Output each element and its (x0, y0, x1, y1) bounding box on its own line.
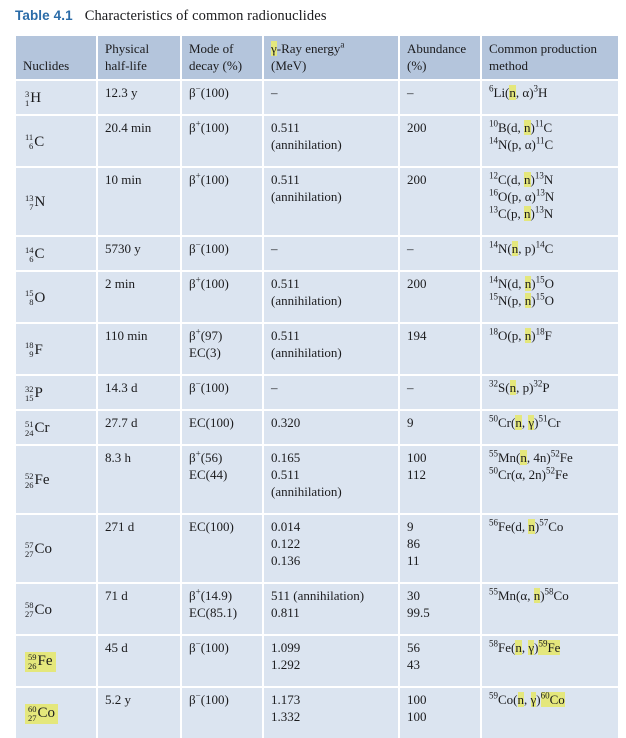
atomic-number: 15 (25, 392, 34, 403)
table-header (15, 35, 619, 80)
highlight: n (520, 450, 527, 465)
decay-mode-cell: β+(14.9) EC(85.1) (181, 583, 263, 635)
gamma-energy-cell: 0.165 0.511 (annihilation) (263, 445, 399, 514)
highlight: $^{59}$Fe (538, 638, 561, 655)
half-life-cell: 271 d (97, 514, 181, 583)
production-cell: $^{58}$Fe(n, γ)$^{59}$Fe (481, 635, 619, 687)
nuclide-symbol (25, 541, 52, 559)
decay-mode-cell: β−(100) (181, 687, 263, 738)
element-symbol: C (34, 133, 45, 150)
nuclide-symbol (25, 652, 56, 672)
decay-mode-cell: EC(100) (181, 514, 263, 583)
table-row (15, 271, 619, 323)
nuclide-symbol (25, 246, 45, 264)
half-life-cell: 2 min (97, 271, 181, 323)
production-cell: $^{55}$Mn(n, 4n)$^{52}$Fe $^{50}$Cr(α, 2n)$^{52}$Fe (481, 445, 619, 514)
decay-mode-cell: β−(100) (181, 236, 263, 271)
highlight: n (515, 415, 522, 430)
nuclide-cell (15, 323, 97, 375)
nuclide-symbol (25, 194, 45, 212)
column-header-abundance: Abundance (%) (399, 35, 481, 80)
half-life-cell: 20.4 min (97, 115, 181, 167)
nuclide-cell (15, 410, 97, 445)
column-header-decay: Mode of decay (%) (181, 35, 263, 80)
gamma-energy-cell: 0.511 (annihilation) (263, 167, 399, 236)
table-row (15, 635, 619, 687)
atomic-number: 6 (28, 141, 34, 151)
element-symbol: Fe (37, 653, 53, 669)
gamma-energy-cell: 511 (annihilation) 0.811 (263, 583, 399, 635)
abundance-cell: 100 112 (399, 445, 481, 514)
atomic-number: 27 (25, 609, 34, 619)
abundance-cell: 9 86 11 (399, 514, 481, 583)
nuclide-symbol (25, 601, 52, 619)
atomic-number: 1 (25, 97, 30, 108)
nuclide-cell (15, 271, 97, 323)
nuclide-cell (15, 583, 97, 635)
nuclide-symbol (25, 133, 44, 151)
atomic-number: 27 (25, 548, 34, 559)
nuclide-cell (15, 167, 97, 236)
table-row (15, 687, 619, 738)
nuclide-cell (15, 375, 97, 410)
decay-mode-cell: β+(100) (181, 167, 263, 236)
table-row (15, 514, 619, 583)
atomic-number: 8 (29, 297, 34, 307)
atomic-number: 24 (25, 427, 34, 438)
nuclide-symbol (25, 420, 50, 438)
production-cell: $^{18}$O(p, n)$^{18}$F (481, 323, 619, 375)
atomic-number: 6 (29, 253, 34, 264)
mass-number: 13 (25, 192, 34, 203)
nuclide-cell (15, 115, 97, 167)
highlight: n (509, 85, 516, 100)
decay-mode-cell: β+(97) EC(3) (181, 323, 263, 375)
highlight: n (528, 519, 535, 534)
half-life-cell: 5730 y (97, 236, 181, 271)
production-cell: $^{14}$N(n, p)$^{14}$C (481, 236, 619, 271)
column-header-nuclides: Nuclides (15, 35, 97, 80)
nuclide-cell (15, 514, 97, 583)
nuclide-cell (15, 236, 97, 271)
abundance-cell: 194 (399, 323, 481, 375)
gamma-energy-cell: 0.511 (annihilation) (263, 323, 399, 375)
table-row (15, 583, 619, 635)
decay-mode-cell: β−(100) (181, 635, 263, 687)
highlight: n (524, 328, 532, 343)
production-cell: $^{14}$N(d, n)$^{15}$O $^{15}$N(p, n)$^{15}$O (481, 271, 619, 323)
atomic-number: 27 (28, 712, 37, 723)
highlight: n (524, 293, 532, 308)
abundance-cell: 9 (399, 410, 481, 445)
highlight: γ (528, 640, 535, 655)
highlight: γ (530, 692, 537, 707)
nuclide-symbol (25, 90, 41, 108)
abundance-cell: – (399, 80, 481, 115)
half-life-cell: 71 d (97, 583, 181, 635)
abundance-cell: 200 (399, 271, 481, 323)
highlight: n (524, 172, 531, 187)
element-symbol: F (34, 341, 43, 358)
mass-number: 3 (25, 88, 30, 99)
column-header-half-life: Physical half-life (97, 35, 181, 80)
highlight: γ (271, 41, 277, 56)
nuclide-cell (15, 687, 97, 738)
table-row (15, 410, 619, 445)
gamma-energy-cell: 1.173 1.332 (263, 687, 399, 738)
half-life-cell: 45 d (97, 635, 181, 687)
table-row (15, 323, 619, 375)
table-caption-text: Characteristics of common radionuclides (84, 8, 327, 24)
element-symbol: O (34, 289, 46, 306)
atomic-number: 9 (29, 349, 34, 359)
mass-number: 60 (28, 703, 37, 714)
element-symbol: H (30, 90, 42, 106)
nuclide-cell (15, 80, 97, 115)
production-cell: $^{50}$Cr(n, γ)$^{51}$Cr (481, 410, 619, 445)
highlight: n (524, 120, 531, 135)
element-symbol: Co (34, 601, 53, 618)
decay-mode-cell: β+(100) (181, 115, 263, 167)
mass-number: 58 (25, 600, 34, 610)
decay-mode-cell: β+(100) (181, 271, 263, 323)
half-life-cell: 10 min (97, 167, 181, 236)
highlight: n (511, 241, 519, 256)
decay-mode-cell: β+(56) EC(44) (181, 445, 263, 514)
mass-number: 11 (25, 132, 34, 142)
highlight: n (524, 276, 532, 291)
element-symbol: Co (37, 705, 56, 721)
nuclide-symbol (25, 341, 43, 359)
half-life-cell: 5.2 y (97, 687, 181, 738)
mass-number: 18 (25, 340, 34, 350)
element-symbol: P (34, 385, 43, 401)
table-row (15, 375, 619, 410)
gamma-energy-cell: 1.099 1.292 (263, 635, 399, 687)
table-row (15, 167, 619, 236)
highlight: n (533, 588, 541, 603)
nuclide-symbol (25, 385, 43, 403)
highlight: n (517, 692, 524, 707)
element-symbol: C (34, 246, 45, 262)
gamma-energy-cell: – (263, 80, 399, 115)
table-row (15, 236, 619, 271)
table-caption (15, 8, 620, 25)
production-cell: $^6$Li(n, α)$^3$H (481, 80, 619, 115)
decay-mode-cell: β−(100) (181, 80, 263, 115)
production-cell: $^{32}$S(n, p)$^{32}$P (481, 375, 619, 410)
abundance-cell: – (399, 236, 481, 271)
gamma-energy-cell: – (263, 375, 399, 410)
decay-mode-cell: β−(100) (181, 375, 263, 410)
table-row (15, 80, 619, 115)
gamma-energy-cell: – (263, 236, 399, 271)
production-cell: $^{55}$Mn(α, n)$^{58}$Co (481, 583, 619, 635)
atomic-number: 7 (29, 201, 34, 212)
mass-number: 52 (25, 470, 34, 481)
mass-number: 51 (25, 418, 34, 429)
column-header-production: Common production method (481, 35, 619, 80)
half-life-cell: 8.3 h (97, 445, 181, 514)
element-symbol: Fe (34, 472, 50, 488)
production-cell: $^{59}$Co(n, γ)$^{60}$Co (481, 687, 619, 738)
abundance-cell: 56 43 (399, 635, 481, 687)
abundance-cell: – (399, 375, 481, 410)
gamma-energy-cell: 0.320 (263, 410, 399, 445)
table-row (15, 115, 619, 167)
production-cell: $^{10}$B(d, n)$^{11}$C $^{14}$N(p, α)$^{11}$C (481, 115, 619, 167)
element-symbol: Cr (34, 420, 50, 436)
header-row (15, 35, 619, 80)
mass-number: 14 (25, 244, 34, 255)
gamma-energy-cell: 0.511 (annihilation) (263, 115, 399, 167)
highlight: $^{60}$Co (540, 690, 565, 707)
abundance-cell: 200 (399, 167, 481, 236)
half-life-cell: 12.3 y (97, 80, 181, 115)
production-cell: $^{12}$C(d, n)$^{13}$N $^{16}$O(p, α)$^{13}$N $^{13}$C(p, n)$^{13}$N (481, 167, 619, 236)
highlight: n (515, 640, 522, 655)
half-life-cell: 27.7 d (97, 410, 181, 445)
highlight: γ (528, 415, 535, 430)
decay-mode-cell: EC(100) (181, 410, 263, 445)
radionuclides-table (14, 34, 620, 738)
highlight: n (524, 206, 531, 221)
table-label: Table 4.1 (15, 8, 73, 23)
element-symbol: Co (34, 541, 53, 557)
mass-number: 15 (25, 288, 34, 298)
abundance-cell: 200 (399, 115, 481, 167)
nuclide-symbol (25, 472, 50, 490)
gamma-energy-cell: 0.511 (annihilation) (263, 271, 399, 323)
nuclide-symbol (25, 289, 45, 307)
column-header-energy: γ-Ray energy$^a$ (MeV) (263, 35, 399, 80)
half-life-cell: 14.3 d (97, 375, 181, 410)
production-cell: $^{56}$Fe(d, n)$^{57}$Co (481, 514, 619, 583)
table-row (15, 445, 619, 514)
nuclide-cell (15, 635, 97, 687)
atomic-number: 26 (25, 479, 34, 490)
nuclide-symbol (25, 704, 58, 724)
mass-number: 59 (28, 651, 37, 662)
abundance-cell: 100 100 (399, 687, 481, 738)
gamma-energy-cell: 0.014 0.122 0.136 (263, 514, 399, 583)
nuclide-cell (15, 445, 97, 514)
mass-number: 57 (25, 539, 34, 550)
atomic-number: 26 (28, 660, 37, 671)
abundance-cell: 30 99.5 (399, 583, 481, 635)
highlight: n (509, 380, 517, 395)
mass-number: 32 (25, 383, 34, 394)
half-life-cell: 110 min (97, 323, 181, 375)
element-symbol: N (34, 194, 46, 210)
